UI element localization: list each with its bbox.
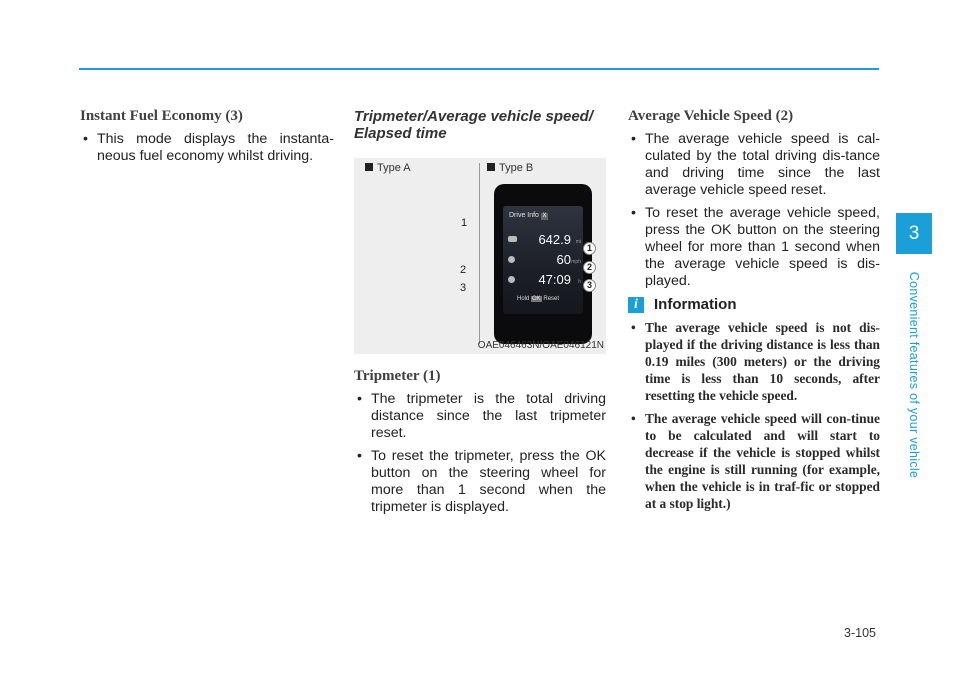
information-icon: i <box>628 297 644 313</box>
tripmeter-unit: mi <box>575 239 581 245</box>
type-b-callout-3: 3 <box>583 279 596 292</box>
list-item: • The average vehicle speed will con-tinue to be calculated and will start to decrease if the vehicle is stopped whilst the engine is still running (for example, when the vehicle is in traf-fic or stopped at a stop light.) <box>628 410 880 512</box>
figure-code: OAE046463N/OAE046121N <box>477 340 604 351</box>
avg-speed-row <box>503 250 583 272</box>
column-left <box>80 108 334 171</box>
close-icon: X <box>542 213 547 219</box>
clock-icon <box>508 276 515 283</box>
cluster-figure <box>354 158 606 354</box>
square-bullet-icon <box>365 163 373 171</box>
type-b-callout-2: 2 <box>583 261 596 274</box>
elapsed-time-row <box>503 270 583 292</box>
page-number: 3-105 <box>844 626 876 640</box>
information-title: Information <box>654 296 737 313</box>
tripmeter-section-heading: Tripmeter/Average vehicle speed/ Elapsed time <box>354 108 594 142</box>
column-right <box>628 108 880 518</box>
header-rule <box>79 68 879 70</box>
type-a-callout-3: 3 <box>460 282 467 294</box>
elapsed-time-value: 47:09 <box>538 272 571 287</box>
tripmeter-heading: Tripmeter (1) <box>354 368 441 384</box>
avg-speed-heading: Average Vehicle Speed (2) <box>628 108 794 124</box>
tripmeter-value: 642.9 <box>538 232 571 247</box>
square-bullet-icon <box>487 163 495 171</box>
chapter-title: Convenient features of your vehicle <box>907 271 921 479</box>
avg-speed-value: 60 <box>556 252 571 267</box>
information-header <box>628 296 880 313</box>
avg-speed-unit: mph <box>571 259 581 265</box>
drive-info-panel <box>503 206 583 314</box>
type-b-callout-1: 1 <box>583 242 596 255</box>
list-item: • To reset the tripmeter, press the OK button on the steering wheel for more than 1 second when the tripmeter is displayed. <box>354 448 606 516</box>
list-item: • This mode displays the instanta-neous fuel economy whilst driving. <box>80 131 334 165</box>
avg-speed-list <box>628 131 880 290</box>
chapter-tab: 3 <box>896 213 932 254</box>
list-item: • To reset the average vehicle speed, press the OK button on the steering wheel for more than 1 second when the average vehicle speed is dis-played. <box>628 205 880 290</box>
instant-fuel-heading: Instant Fuel Economy (3) <box>80 108 243 124</box>
type-a-callout-1: 1 <box>461 217 468 229</box>
column-middle <box>354 108 606 522</box>
type-a-label: Type A <box>365 162 411 174</box>
hold-reset-hint: Hold OK Reset <box>517 296 560 302</box>
information-list <box>628 319 880 512</box>
speed-gauge-icon <box>508 256 515 263</box>
type-a-callout-2: 2 <box>460 264 467 276</box>
cluster-screen <box>494 184 592 344</box>
type-b-label: Type B <box>487 162 533 174</box>
instant-fuel-list <box>80 131 334 165</box>
figure-divider <box>479 163 480 344</box>
tripmeter-row <box>503 230 583 252</box>
list-item: • The average vehicle speed is cal-culated by the total driving dis-tance and driving time since the last average vehicle speed reset. <box>628 131 880 199</box>
elapsed-time-unit: h <box>578 279 581 285</box>
drive-info-title: Drive Info X <box>509 212 547 219</box>
fuel-pump-icon <box>508 236 517 242</box>
list-item: • The tripmeter is the total driving distance since the last tripmeter reset. <box>354 391 606 442</box>
tripmeter-list <box>354 391 606 516</box>
list-item: • The average vehicle speed is not dis-played if the driving distance is less than 0.19 miles (300 meters) or the driving time is less than 10 seconds, after resetting the vehicle speed. <box>628 319 880 404</box>
